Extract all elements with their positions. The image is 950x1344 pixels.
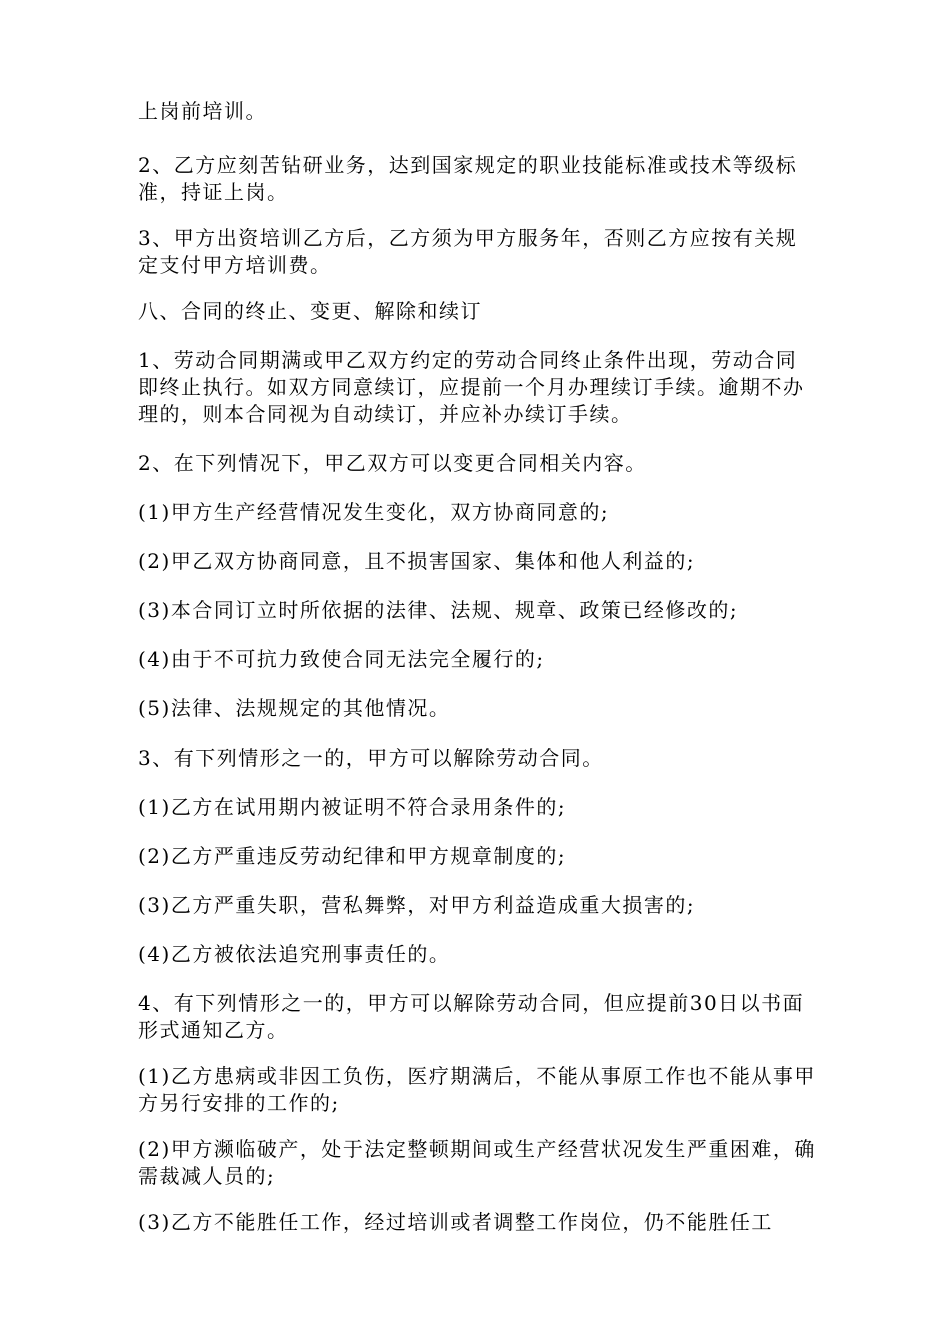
list-item: (4)由于不可抗力致使合同无法完全履行的; [138,647,545,671]
paragraph: 3、甲方出资培训乙方后，乙方须为甲方服务年，否则乙方应按有关规定支付甲方培训费。 [138,226,798,277]
list-item: (5)法律、法规规定的其他情况。 [138,696,451,720]
list-item: (1)乙方在试用期内被证明不符合录用条件的; [138,795,567,819]
section-heading: 八、合同的终止、变更、解除和续订 [138,299,482,323]
list-item: (3)本合同订立时所依据的法律、法规、规章、政策已经修改的; [138,598,739,622]
paragraph: 2、乙方应刻苦钻研业务，达到国家规定的职业技能标准或技术等级标准，持证上岗。 [138,153,798,204]
list-item: (2)甲乙双方协商同意，且不损害国家、集体和他人利益的; [138,549,696,573]
paragraph: 2、在下列情况下，甲乙双方可以变更合同相关内容。 [138,451,647,475]
paragraph: 上岗前培训。 [138,99,267,123]
list-item: (3)乙方不能胜任工作，经过培训或者调整工作岗位，仍不能胜任工 [138,1210,773,1234]
list-item: (2)乙方严重违反劳动纪律和甲方规章制度的; [138,844,567,868]
list-item: (1)乙方患病或非因工负伤，医疗期满后，不能从事原工作也不能从事甲方另行安排的工作的; [138,1064,816,1115]
list-item: (2)甲方濒临破产，处于法定整顿期间或生产经营状况发生严重困难，确需裁减人员的; [138,1137,816,1188]
list-item: (1)甲方生产经营情况发生变化，双方协商同意的; [138,500,610,524]
list-item: (4)乙方被依法追究刑事责任的。 [138,942,451,966]
paragraph: 1、劳动合同期满或甲乙双方约定的劳动合同终止条件出现，劳动合同即终止执行。如双方同意续订，应提前一个月办理续订手续。逾期不办理的，则本合同视为自动续订，并应补办续订手续。 [138,348,805,426]
paragraph: 4、有下列情形之一的，甲方可以解除劳动合同，但应提前30日以书面形式通知乙方。 [138,991,805,1042]
paragraph: 3、有下列情形之一的，甲方可以解除劳动合同。 [138,746,604,770]
list-item: (3)乙方严重失职，营私舞弊，对甲方利益造成重大损害的; [138,893,696,917]
